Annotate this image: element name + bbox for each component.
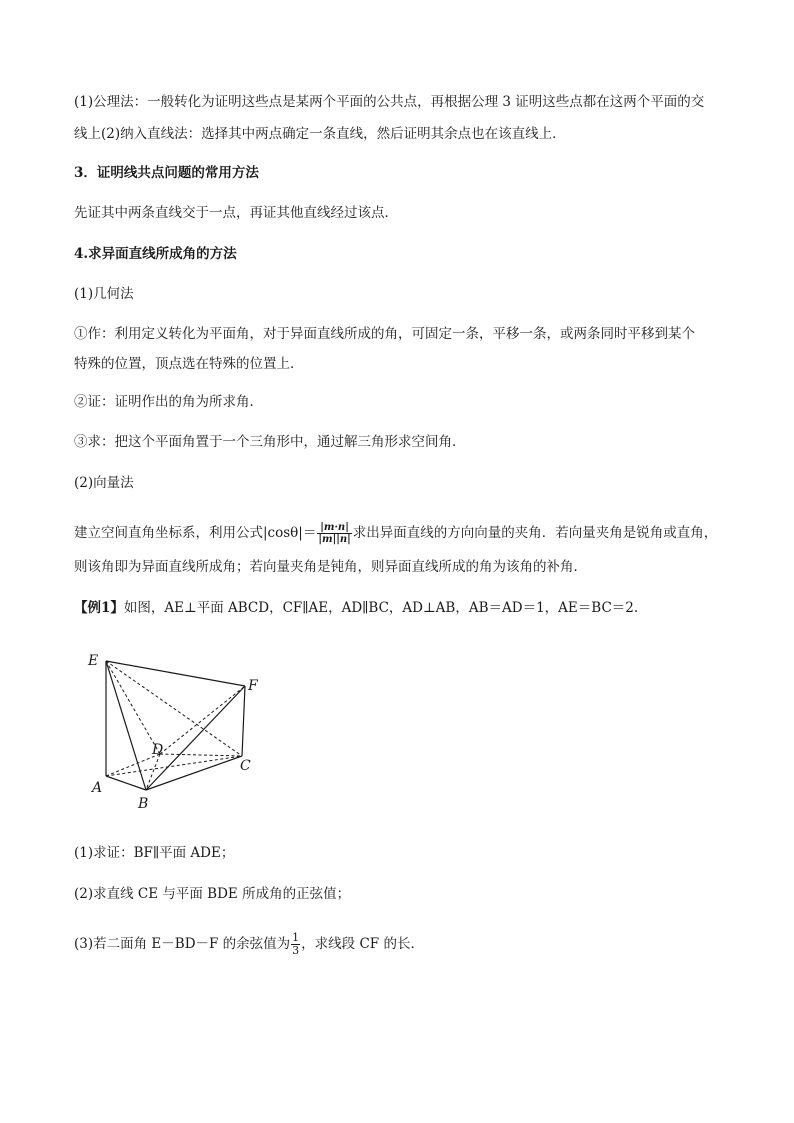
edge-DF [160,686,245,754]
example-statement: 如图，AE⊥平面 ABCD，CF∥AE，AD∥BC，AD⊥AB，AB＝AD＝1，AE＝BC＝2. [123,600,639,616]
para1-line2: 线上(2)纳入直线法：选择其中两点确定一条直线，然后证明其余点也在该直线上． [74,126,566,142]
edge-EF [106,661,245,686]
geometry-method-title: (1)几何法 [74,286,134,302]
example-statement-line [74,598,734,618]
q3-fraction-numerator: 1 [292,931,300,944]
cos-formula-denominator: |m||n| [318,534,351,545]
step2: ②证：证明作出的角为所求角． [74,394,263,410]
vector-formula-line [74,520,734,546]
question-2: (2)求直线 CE 与平面 BDE 所成角的正弦值； [74,886,351,902]
edge-FC [242,686,245,756]
label-D: D [152,742,164,758]
vector-method-title: (2)向量法 [74,475,134,491]
edge-DB [146,754,160,790]
vector-pre-text: 建立空间直角坐标系，利用公式|cosθ|＝ [74,525,317,541]
label-B: B [138,796,149,812]
edge-BF [146,686,245,790]
section4-heading: 4.求异面直线所成角的方法 [74,246,237,262]
edge-AB [106,776,146,790]
vector-line2: 则该角即为异面直线所成角；若向量夹角是钝角，则异面直线所成的角为该角的补角． [74,559,587,575]
section3-heading: 3．证明线共点问题的常用方法 [74,165,259,181]
question-3-pre: (3)若二面角 E－BD－F 的余弦值为 [74,936,291,952]
step1-line2: 特殊的位置，顶点选在特殊的位置上． [74,356,304,372]
edge-AC [106,756,242,776]
question-1: (1)求证：BF∥平面 ADE； [74,845,235,861]
label-E: E [88,653,99,669]
edge-EC [106,661,242,756]
question-3-line [74,930,734,958]
para1-line1: (1)公理法：一般转化为证明这些点是某两个平面的公共点，再根据公理 3 证明这些点都在这两个平面的交 [74,94,705,110]
step3: ③求：把这个平面角置于一个三角形中，通过解三角形求空间角． [74,434,466,450]
section3-body: 先证其中两条直线交于一点，再证其他直线经过该点． [74,205,398,221]
label-F: F [248,678,258,694]
step1-line1: ①作：利用定义转化为平面角，对于异面直线所成的角，可固定一条，平移一条，或两条同时平移到某个 [74,326,695,342]
vector-post-text: 求出异面直线的方向向量的夹角．若向量夹角是锐角或直角， [352,525,718,541]
example-label: 【例1】 [74,600,124,616]
label-C: C [240,758,251,774]
edge-BC [146,756,242,790]
q3-fraction [291,932,300,957]
edge-ED [106,661,160,754]
cos-formula-fraction [317,522,351,545]
label-A: A [92,780,103,796]
cos-formula-numerator: |m·n| [317,522,351,534]
q3-fraction-denominator: 3 [292,944,300,957]
geometry-figure [80,645,280,815]
edge-DC [160,754,242,756]
question-3-post: ，求线段 CF 的长． [301,936,424,952]
